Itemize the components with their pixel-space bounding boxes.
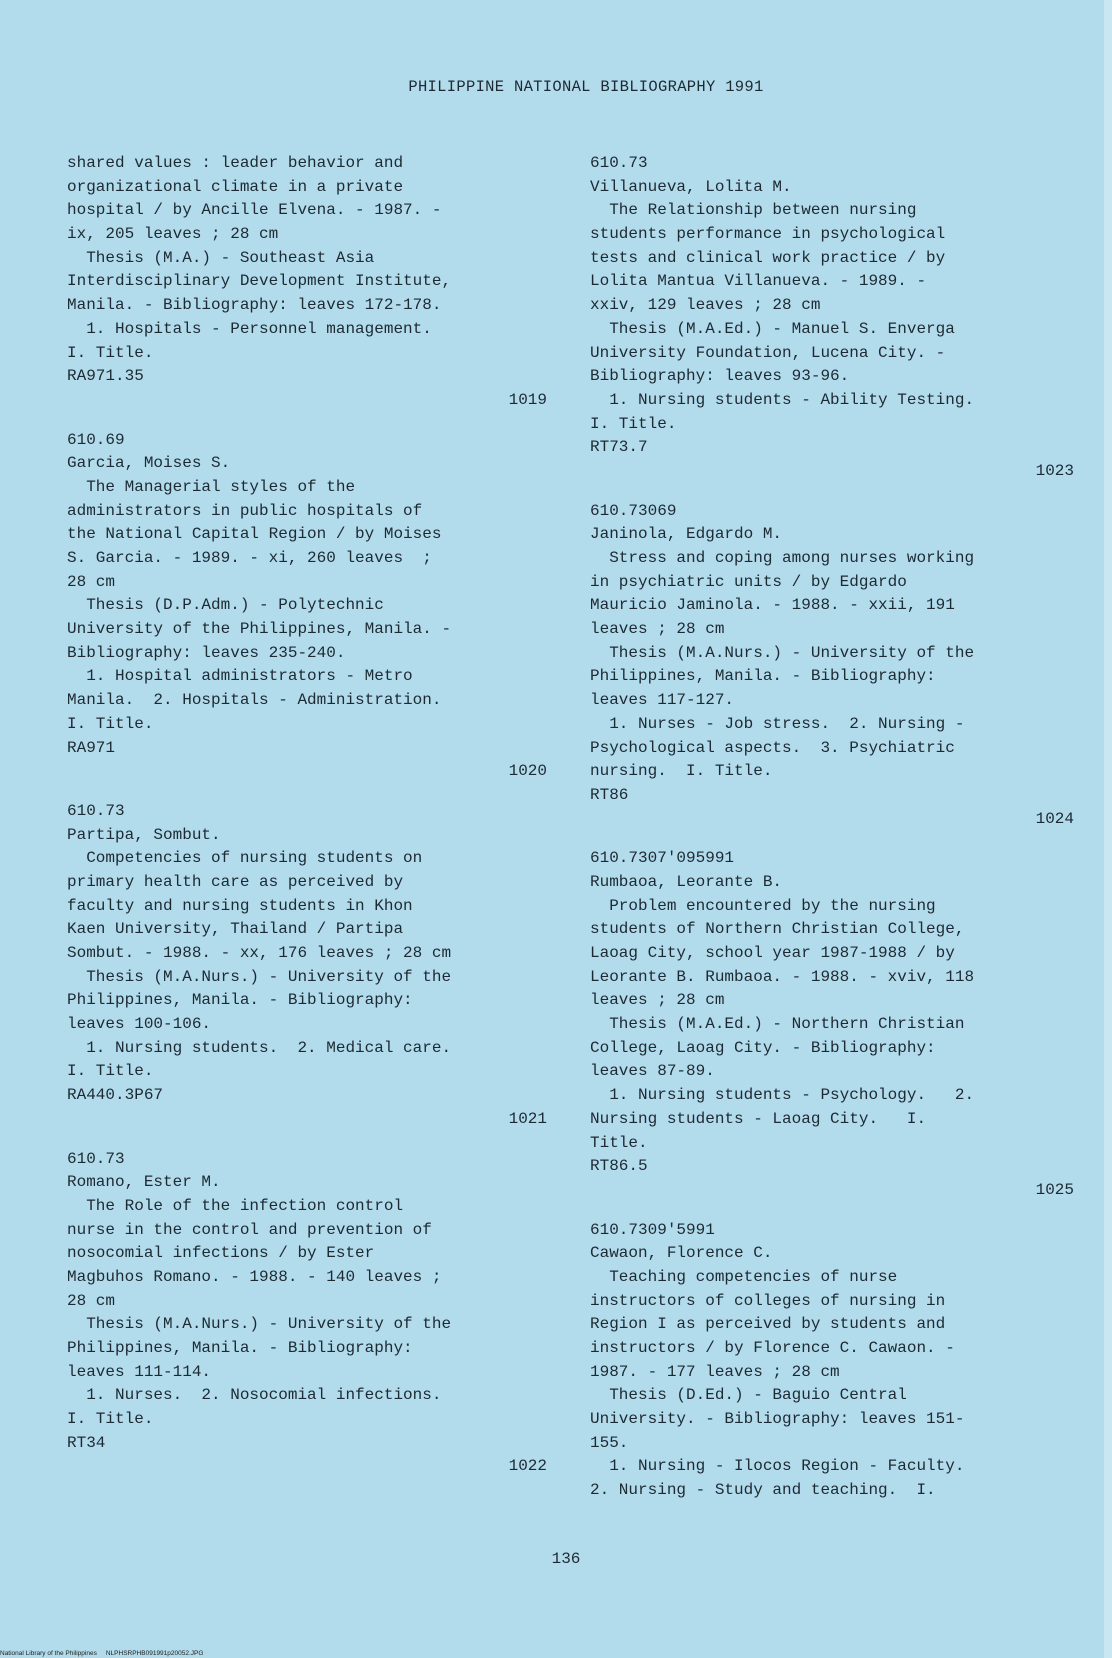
entry-line: I. Title. (67, 714, 154, 733)
entry-line: the National Capital Region / by Moises (67, 525, 442, 544)
entry-line: hospital / by Ancille Elvena. - 1987. - (67, 201, 442, 220)
page-number: 136 (551, 1550, 581, 1568)
entry-line: Bibliography: leaves 93-96. (590, 367, 850, 386)
entry-line: 610.73069 (590, 501, 677, 520)
entry-line: Thesis (D.P.Adm.) - Polytechnic (67, 596, 384, 615)
entry-line: in psychiatric units / by Edgardo (590, 572, 907, 591)
entry-line: Laoag City, school year 1987-1988 / by (590, 944, 955, 962)
entry-line: Janinola, Edgardo M. (590, 525, 783, 544)
entry-line: 610.7309'5991 (590, 1220, 715, 1239)
entry-line: University Foundation, Lucena City. - (590, 343, 946, 362)
entry-line: RA971 (67, 738, 116, 757)
entry-line: 2. Nursing - Study and teaching. I. (590, 1481, 936, 1500)
entry-line: Thesis (M.A.Ed.) - Manuel S. Enverga (590, 319, 955, 338)
entry-line: 28 cm (67, 572, 116, 591)
entry-line: Interdisciplinary Development Institute, (67, 272, 452, 291)
page-edge (1104, 0, 1112, 1658)
entry-number: 1024 (1035, 809, 1074, 828)
entry-line: 1. Nursing students - Psychology. 2. (590, 1086, 975, 1105)
entry-line: shared values : leader behavior and (67, 154, 404, 172)
entry-line: leaves 87-89. (590, 1062, 715, 1081)
entry-line: RA440.3P67 (67, 1086, 164, 1105)
entry-line: Magbuhos Romano. - 1988. - 140 leaves ; (67, 1267, 442, 1286)
entry-line: 610.73 (67, 1149, 125, 1168)
catalog-entry (590, 847, 1074, 1202)
scan-footer: National Library of the Philippines NLPHSRPHB091991p20052.JPG (0, 1650, 204, 1657)
entry-number: 1023 (1035, 461, 1074, 480)
entry-line: 1. Nursing - Ilocos Region - Faculty. (590, 1457, 965, 1476)
entry-line: I. Title. (67, 1062, 154, 1081)
entry-line: 1. Nurses. 2. Nosocomial infections. (67, 1386, 442, 1405)
entry-number: 1022 (508, 1457, 547, 1476)
entry-line: leaves ; 28 cm (590, 991, 725, 1010)
left-column (67, 152, 547, 1495)
entry-line: I. Title. (67, 343, 154, 362)
entry-line: primary health care as perceived by (67, 872, 404, 891)
entry-line: 610.73 (67, 801, 125, 820)
entry-line: 28 cm (67, 1291, 116, 1310)
entry-line: xxiv, 129 leaves ; 28 cm (590, 296, 821, 315)
entry-line: 610.69 (67, 430, 125, 449)
entry-line: Leorante B. Rumbaoa. - 1988. - xviv, 118 (590, 967, 975, 986)
entry-line: Rumbaoa, Leorante B. (590, 872, 783, 891)
entry-line: Philippines, Manila. - Bibliography: (67, 1339, 413, 1357)
entry-line: 1987. - 177 leaves ; 28 cm (590, 1362, 840, 1381)
catalog-entry (590, 1219, 1074, 1503)
entry-line: I. Title. (590, 414, 677, 433)
entry-line: instructors / by Florence C. Cawaon. - (590, 1339, 955, 1357)
entry-line: RT34 (67, 1433, 106, 1452)
entry-line: Villanueva, Lolita M. (590, 177, 792, 196)
entry-line: College, Laoag City. - Bibliography: (590, 1038, 936, 1057)
entry-number: 1025 (1035, 1180, 1074, 1199)
entry-line: RT86 (590, 785, 629, 804)
entry-line: S. Garcia. - 1989. - xi, 260 leaves ; (67, 549, 432, 567)
entry-line: ix, 205 leaves ; 28 cm (67, 225, 279, 244)
entry-line: Philippines, Manila. - Bibliography: (590, 667, 936, 686)
entry-line: Title. (590, 1133, 648, 1152)
entry-line: leaves 100-106. (67, 1015, 212, 1034)
entry-line: leaves 111-114. (67, 1362, 212, 1381)
entry-line: Competencies of nursing students on (67, 849, 423, 868)
right-column (590, 152, 1074, 1519)
entry-line: nurse in the control and prevention of (67, 1220, 432, 1239)
entry-line: Thesis (D.Ed.) - Baguio Central (590, 1386, 907, 1405)
catalog-entry (67, 1148, 547, 1480)
entry-line: 1. Hospital administrators - Metro (67, 667, 413, 686)
entry-line: Philippines, Manila. - Bibliography: (67, 991, 413, 1010)
entry-line: tests and clinical work practice / by (590, 248, 946, 267)
entry-line: Partipa, Sombut. (67, 825, 221, 844)
entry-line: 1. Nursing students. 2. Medical care. (67, 1038, 452, 1057)
catalog-entry (590, 500, 1074, 832)
entry-line: Thesis (M.A.Nurs.) - University of the (67, 967, 452, 986)
entry-line: I. Title. (67, 1410, 154, 1429)
entry-line: Manila. - Bibliography: leaves 172-178. (67, 296, 442, 315)
entry-line: students performance in psychological (590, 225, 946, 244)
entry-line: Stress and coping among nurses working (590, 549, 975, 567)
entry-line: administrators in public hospitals of (67, 501, 423, 520)
entry-line: Problem encountered by the nursing (590, 896, 936, 915)
entry-line: Bibliography: leaves 235-240. (67, 643, 346, 662)
entry-line: University. - Bibliography: leaves 151- (590, 1410, 965, 1429)
catalog-entry (67, 429, 547, 784)
entry-line: The Role of the infection control (67, 1196, 404, 1215)
entry-line: instructors of colleges of nursing in (590, 1291, 946, 1310)
entry-line: students of Northern Christian College, (590, 920, 965, 939)
entry-line: Sombut. - 1988. - xx, 176 leaves ; 28 cm (67, 944, 452, 962)
entry-line: 610.7307'095991 (590, 849, 735, 868)
entry-line: Thesis (M.A.Nurs.) - University of the (590, 643, 975, 662)
entry-line: Manila. 2. Hospitals - Administration. (67, 691, 442, 710)
entry-line: RT73.7 (590, 438, 648, 457)
entry-line: Thesis (M.A.) - Southeast Asia (67, 248, 375, 267)
entry-number: 1021 (508, 1109, 547, 1128)
entry-line: Region I as perceived by students and (590, 1315, 946, 1334)
entry-line: organizational climate in a private (67, 177, 404, 196)
entry-line: 610.73 (590, 154, 648, 172)
entry-line: 1. Nursing students - Ability Testing. (590, 390, 975, 409)
entry-line: The Managerial styles of the (67, 477, 356, 496)
catalog-entry (67, 800, 547, 1132)
entry-line: nosocomial infections / by Ester (67, 1244, 375, 1263)
entry-number: 1019 (508, 390, 547, 409)
entry-line: Garcia, Moises S. (67, 454, 231, 473)
entry-line: faculty and nursing students in Khon (67, 896, 413, 915)
entry-line: Nursing students - Laoag City. I. (590, 1109, 927, 1128)
entry-line: RT86.5 (590, 1157, 648, 1176)
entry-line: 1. Nurses - Job stress. 2. Nursing - (590, 714, 965, 733)
entry-line: Mauricio Jaminola. - 1988. - xxii, 191 (590, 596, 955, 615)
entry-line: Romano, Ester M. (67, 1173, 221, 1192)
entry-line: Lolita Mantua Villanueva. - 1989. - (590, 272, 927, 291)
entry-line: nursing. I. Title. (590, 762, 773, 781)
entry-line: University of the Philippines, Manila. - (67, 620, 452, 639)
entry-number: 1020 (508, 762, 547, 781)
page-header: PHILIPPINE NATIONAL BIBLIOGRAPHY 1991 (408, 78, 764, 96)
entry-line: Kaen University, Thailand / Partipa (67, 920, 404, 939)
entry-line: Thesis (M.A.Nurs.) - University of the (67, 1315, 452, 1334)
entry-line: 1. Hospitals - Personnel management. (67, 319, 432, 338)
catalog-entry (67, 152, 547, 413)
entry-line: leaves ; 28 cm (590, 620, 725, 639)
entry-line: 155. (590, 1433, 629, 1452)
entry-line: Teaching competencies of nurse (590, 1267, 898, 1286)
entry-line: The Relationship between nursing (590, 201, 917, 220)
entry-line: RA971.35 (67, 367, 144, 386)
entry-line: Thesis (M.A.Ed.) - Northern Christian (590, 1015, 965, 1034)
entry-line: Cawaon, Florence C. (590, 1244, 773, 1263)
catalog-entry (590, 152, 1074, 484)
entry-line: Psychological aspects. 3. Psychiatric (590, 738, 955, 757)
entry-line: leaves 117-127. (590, 691, 735, 710)
